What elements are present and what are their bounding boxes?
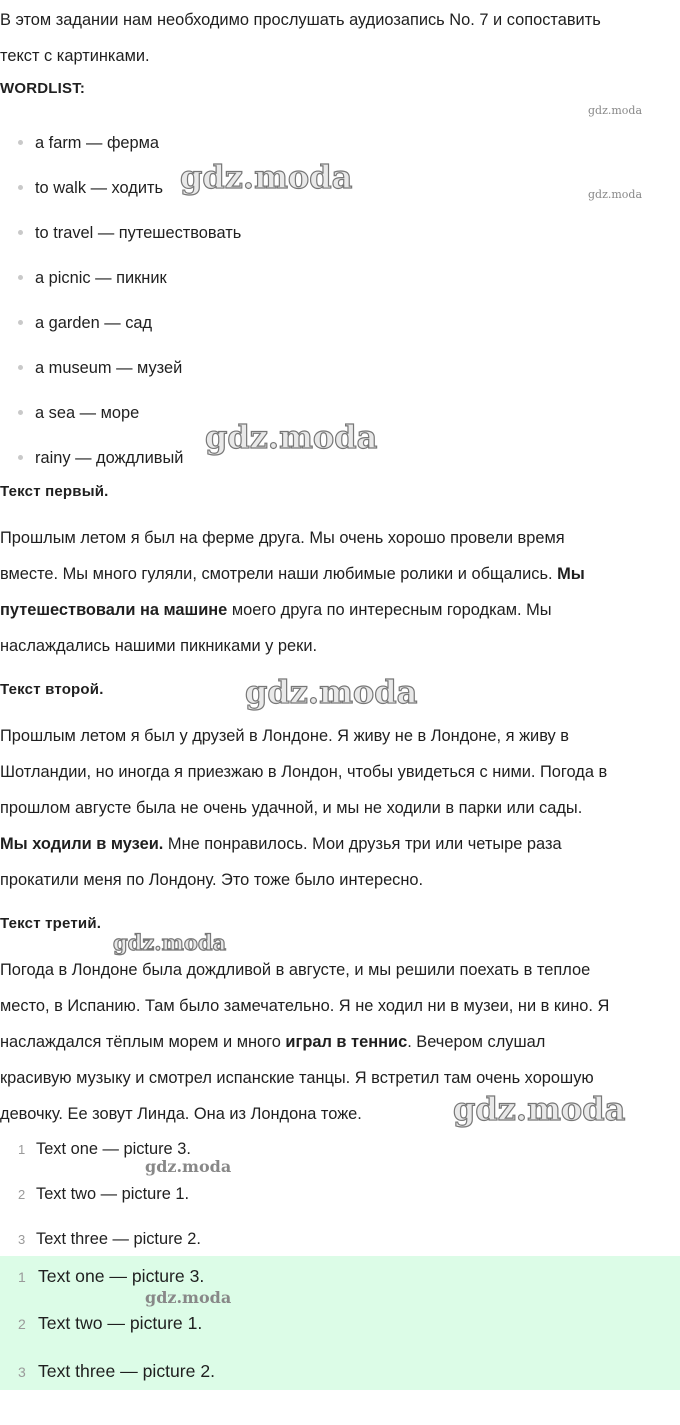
paragraph-line xyxy=(0,952,680,988)
bold-run: играл в теннис xyxy=(285,1033,408,1051)
text-run: наслаждался тёплым морем и много xyxy=(0,1033,286,1051)
watermark-logo: gdz.moda xyxy=(145,1288,232,1307)
watermark-logo: gdz.moda xyxy=(588,188,643,201)
text-run: Шотландии, но иногда я приезжаю в Лондон, чтобы увидеться с ними. Погода в xyxy=(0,763,608,781)
watermark-logo: gdz.moda xyxy=(180,158,353,196)
wordlist-item: rainy — дождливый xyxy=(18,447,183,469)
wordlist-item: a sea — море xyxy=(18,402,139,424)
text-run: место, в Испанию. Там было замечательно. Я не ходил ни в музеи, ни в кино. Я xyxy=(0,997,610,1015)
bullet-icon xyxy=(18,410,23,415)
paragraph-line xyxy=(0,790,680,826)
paragraph-line xyxy=(0,754,680,790)
bullet-icon xyxy=(18,365,23,370)
paragraph-line xyxy=(0,1024,680,1060)
text-run: девочку. Ее зовут Линда. Она из Лондона тоже. xyxy=(0,1105,362,1123)
watermark-logo: gdz.moda xyxy=(113,930,227,955)
answer-item-highlighted: 3 Text three — picture 2. xyxy=(18,1361,215,1381)
text-run: Погода в Лондоне была дождливой в августе, и мы решили поехать в теплое xyxy=(0,961,591,979)
text-run: Мне понравилось. Мои друзья три или четыре раза xyxy=(163,835,562,853)
paragraph-line xyxy=(0,592,680,628)
bullet-icon xyxy=(18,455,23,460)
paragraph-line xyxy=(0,862,680,898)
answer-item: 1 Text one — picture 3. xyxy=(18,1140,191,1158)
wordlist-item: to travel — путешествовать xyxy=(18,222,241,244)
text-run: прошлом августе была не очень удачной, и мы не ходили в парки или сады. xyxy=(0,799,583,817)
text-heading-third: Текст третий. xyxy=(0,915,102,932)
text-run: . Вечером слушал xyxy=(407,1033,546,1051)
wordlist-item: a garden — сад xyxy=(18,312,152,334)
watermark-logo: gdz.moda xyxy=(245,673,418,711)
paragraph-line xyxy=(0,826,680,862)
wordlist-item: a picnic — пикник xyxy=(18,267,167,289)
text-run: прокатили меня по Лондону. Это тоже было интересно. xyxy=(0,871,424,889)
text-run: наслаждались нашими пикниками у реки. xyxy=(0,637,318,655)
bold-run: путешествовали на машине xyxy=(0,601,228,619)
intro-line-2: текст с картинками. xyxy=(0,47,150,65)
bullet-icon xyxy=(18,275,23,280)
bullet-icon xyxy=(18,230,23,235)
text-run: красивую музыку и смотрел испанские танцы. Я встретил там очень хорошую xyxy=(0,1069,594,1087)
paragraph-line xyxy=(0,718,680,754)
paragraph-line xyxy=(0,988,680,1024)
text-run: вместе. Мы много гуляли, смотрели наши любимые ролики и общались. xyxy=(0,565,558,583)
answer-item-highlighted: 2 Text two — picture 1. xyxy=(18,1313,203,1333)
bullet-icon xyxy=(18,140,23,145)
text-run: моего друга по интересным городкам. Мы xyxy=(227,601,552,619)
paragraph-line xyxy=(0,520,680,556)
text-paragraph-second xyxy=(0,718,680,898)
paragraph-line xyxy=(0,628,680,664)
wordlist-item: to walk — ходить xyxy=(18,177,163,199)
text-run: Прошлым летом я был у друзей в Лондоне. Я живу не в Лондоне, я живу в xyxy=(0,727,569,745)
bullet-icon xyxy=(18,320,23,325)
wordlist-heading: WORDLIST: xyxy=(0,80,86,97)
paragraph-line xyxy=(0,556,680,592)
watermark-logo: gdz.moda xyxy=(453,1090,626,1128)
wordlist-item: a museum — музей xyxy=(18,357,182,379)
answer-item: 3 Text three — picture 2. xyxy=(18,1230,201,1248)
intro-line-1: В этом задании нам необходимо прослушать аудиозапись No. 7 и сопоставить xyxy=(0,11,601,29)
wordlist-item: a farm — ферма xyxy=(18,132,159,154)
bold-run: Мы xyxy=(557,565,585,583)
text-run: Прошлым летом я был на ферме друга. Мы очень хорошо провели время xyxy=(0,529,565,547)
watermark-logo: gdz.moda xyxy=(145,1157,232,1176)
bullet-icon xyxy=(18,185,23,190)
text-heading-second: Текст второй. xyxy=(0,681,104,698)
answer-item: 2 Text two — picture 1. xyxy=(18,1185,190,1203)
text-heading-first: Текст первый. xyxy=(0,483,109,500)
answer-item-highlighted: 1 Text one — picture 3. xyxy=(18,1266,205,1286)
bold-run: Мы ходили в музеи. xyxy=(0,835,164,853)
text-paragraph-first xyxy=(0,520,680,664)
watermark-logo: gdz.moda xyxy=(588,104,643,117)
watermark-logo: gdz.moda xyxy=(205,418,378,456)
